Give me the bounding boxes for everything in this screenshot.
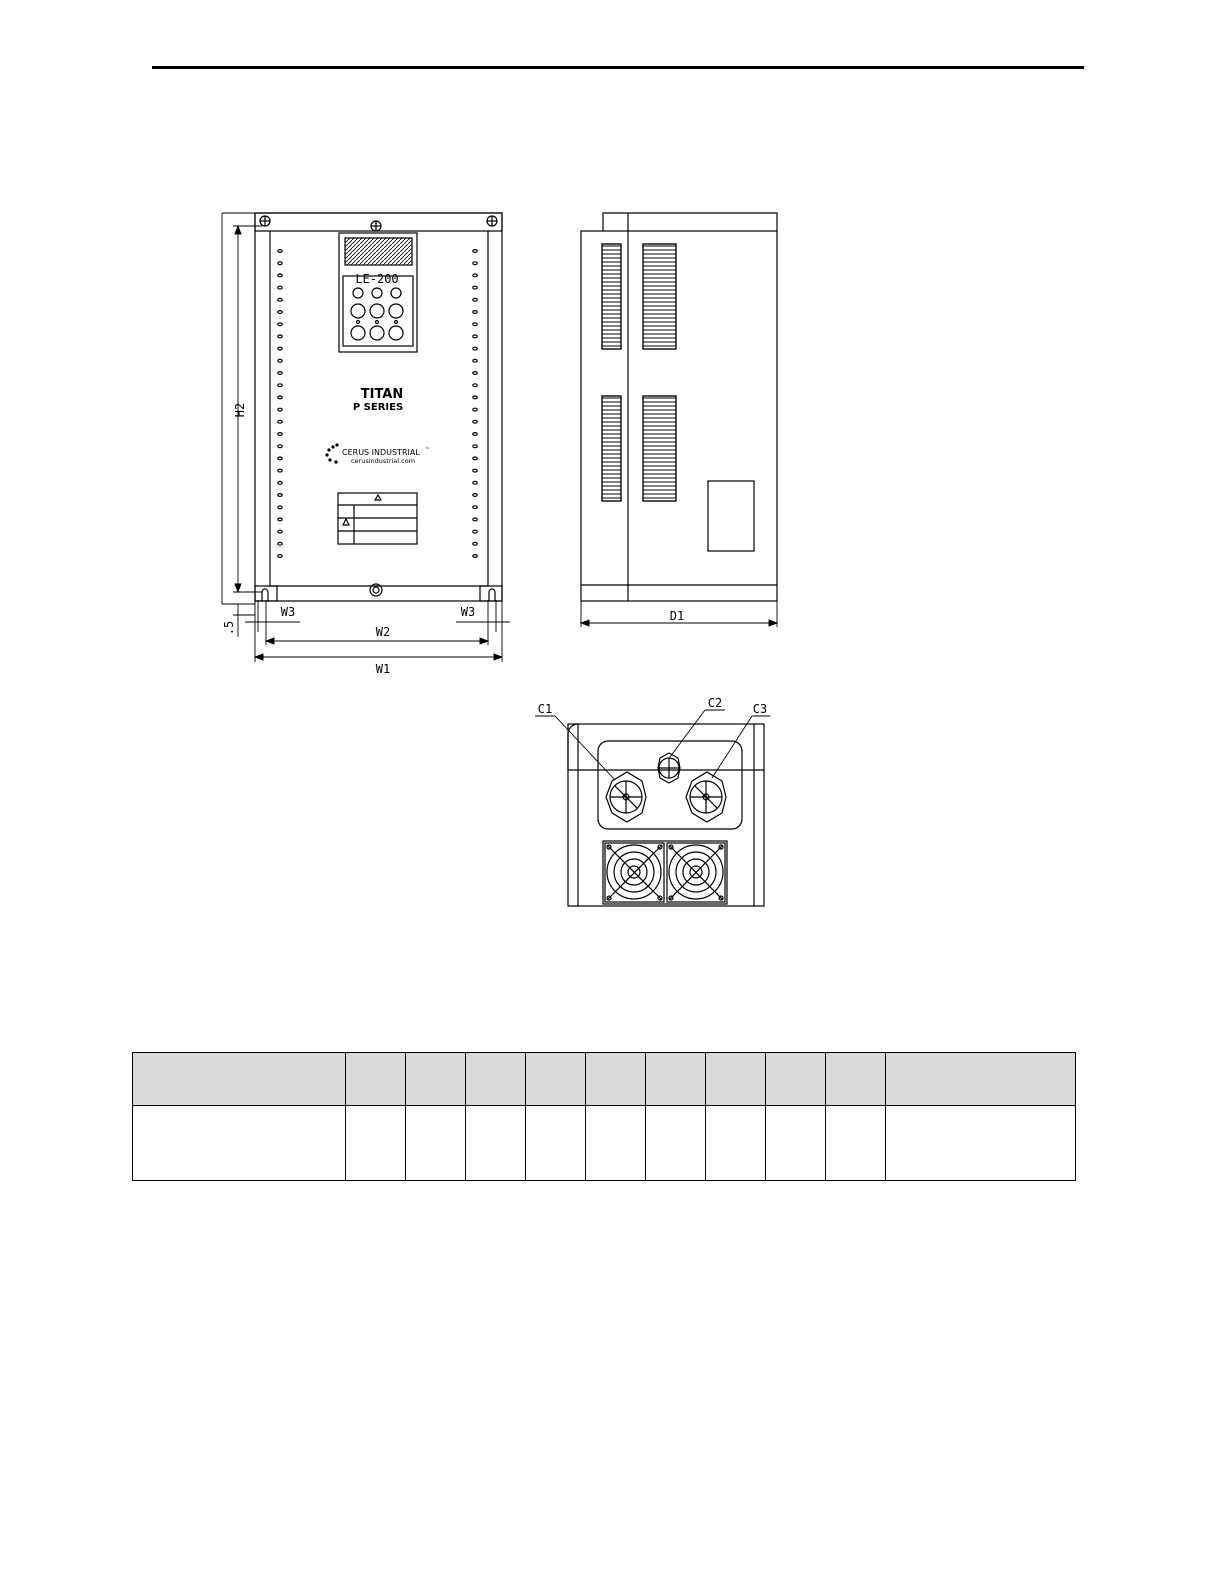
- table-header-cell: [346, 1053, 406, 1106]
- vent-dot: [278, 542, 282, 545]
- side-view: [581, 213, 777, 601]
- dim-label-w1: W1: [375, 662, 391, 676]
- table-cell: [346, 1106, 406, 1181]
- table-header-cell: [526, 1053, 586, 1106]
- table-header-cell: [133, 1053, 346, 1106]
- vent-dot: [473, 396, 477, 399]
- vent-dot: [473, 274, 477, 277]
- vent-dot: [278, 481, 282, 484]
- keypad-model-label: LE-200: [355, 272, 399, 286]
- conduit-label-c1: C1: [537, 702, 553, 716]
- table-row: [133, 1106, 1076, 1181]
- vent-dot: [473, 250, 477, 253]
- vent-dot: [278, 555, 282, 558]
- dim-label-w2: W2: [375, 625, 391, 639]
- table-header-cell: [586, 1053, 646, 1106]
- vent-dot: [278, 311, 282, 314]
- brand-logo-icon: [325, 443, 338, 463]
- vent-dot: [278, 408, 282, 411]
- table-cell: [406, 1106, 466, 1181]
- vent-dot: [473, 359, 477, 362]
- vent-dot: [473, 457, 477, 460]
- keypad: [339, 233, 417, 352]
- vent-dot: [278, 250, 282, 253]
- table-header-cell: [826, 1053, 886, 1106]
- vent-dot: [473, 445, 477, 448]
- dim-label-w3-right: W3: [460, 605, 476, 619]
- table-cell: [886, 1106, 1076, 1181]
- conduit-c2-icon: [658, 753, 680, 783]
- vent-dot: [473, 335, 477, 338]
- vent-dot: [473, 262, 477, 265]
- vent-dot: [278, 518, 282, 521]
- conduit-label-c2: C2: [707, 696, 723, 710]
- table-header-cell: [466, 1053, 526, 1106]
- dim-label-offset: .5: [222, 620, 236, 636]
- vent-dot: [278, 433, 282, 436]
- vent-dot: [473, 469, 477, 472]
- dimension-table: [132, 1052, 1076, 1181]
- vent-dot: [473, 372, 477, 375]
- vent-dot: [473, 481, 477, 484]
- vent-dot: [473, 494, 477, 497]
- table-header-cell: [766, 1053, 826, 1106]
- vent-dot: [278, 286, 282, 289]
- table-cell: [706, 1106, 766, 1181]
- vent-dot: [278, 530, 282, 533]
- vent-dot: [278, 372, 282, 375]
- vent-dot: [473, 433, 477, 436]
- vent-dot: [278, 457, 282, 460]
- bottom-view: [568, 724, 764, 906]
- vent-dot: [278, 494, 282, 497]
- table-header-cell: [646, 1053, 706, 1106]
- mount-screw-top-center-icon: [371, 221, 381, 231]
- vent-dots-left: [278, 250, 282, 558]
- website-url: cerusindustrial.com: [350, 457, 416, 465]
- dim-label-d1: D1: [669, 609, 685, 623]
- vent-dot: [473, 286, 477, 289]
- dim-label-w3-left: W3: [280, 605, 296, 619]
- vent-dot: [473, 542, 477, 545]
- vent-dot: [473, 420, 477, 423]
- table-cell: [646, 1106, 706, 1181]
- vent-dot: [473, 518, 477, 521]
- vent-dot: [278, 469, 282, 472]
- vent-dot: [473, 530, 477, 533]
- conduit-label-c3: C3: [752, 702, 768, 716]
- vent-dot: [473, 298, 477, 301]
- table-header-row: [133, 1053, 1076, 1106]
- vent-dot: [278, 384, 282, 387]
- warning-label: [338, 493, 417, 544]
- logo-line2: P SERIES: [352, 402, 404, 413]
- rating-label: [708, 481, 754, 551]
- vent-dot: [278, 359, 282, 362]
- brand-trademark: ™: [425, 447, 430, 453]
- vent-dot: [278, 335, 282, 338]
- vent-dot: [473, 555, 477, 558]
- table-cell: [586, 1106, 646, 1181]
- vent-dot: [278, 420, 282, 423]
- table-cell: [826, 1106, 886, 1181]
- vent-dot: [473, 347, 477, 350]
- vent-dot: [278, 506, 282, 509]
- table-cell: [466, 1106, 526, 1181]
- brand-name: CERUS INDUSTRIAL: [342, 448, 420, 457]
- vent-dot: [278, 347, 282, 350]
- mount-screw-top-right-icon: [487, 216, 497, 226]
- vent-dot: [278, 445, 282, 448]
- vent-dot: [278, 396, 282, 399]
- vent-dot: [473, 506, 477, 509]
- fan-right-icon: [667, 843, 725, 902]
- keypad-keys: [351, 288, 403, 340]
- mount-screw-top-left-icon: [260, 216, 270, 226]
- vent-dot: [473, 311, 477, 314]
- vent-dot: [278, 298, 282, 301]
- vent-dot: [473, 323, 477, 326]
- conduit-c3-icon: [686, 772, 726, 822]
- conduit-c1-icon: [606, 772, 646, 822]
- vent-dot: [473, 408, 477, 411]
- fan-left-icon: [605, 843, 664, 902]
- logo-line1: TITAN: [360, 387, 404, 402]
- vent-dots-right: [473, 250, 477, 558]
- vent-dot: [473, 384, 477, 387]
- table-cell: [766, 1106, 826, 1181]
- table-header-cell: [406, 1053, 466, 1106]
- table-header-cell: [706, 1053, 766, 1106]
- table-cell: [133, 1106, 346, 1181]
- vent-dot: [278, 262, 282, 265]
- table-header-cell: [886, 1053, 1076, 1106]
- table-cell: [526, 1106, 586, 1181]
- dim-label-h2: H2: [233, 402, 247, 418]
- vent-dot: [278, 274, 282, 277]
- vent-dot: [278, 323, 282, 326]
